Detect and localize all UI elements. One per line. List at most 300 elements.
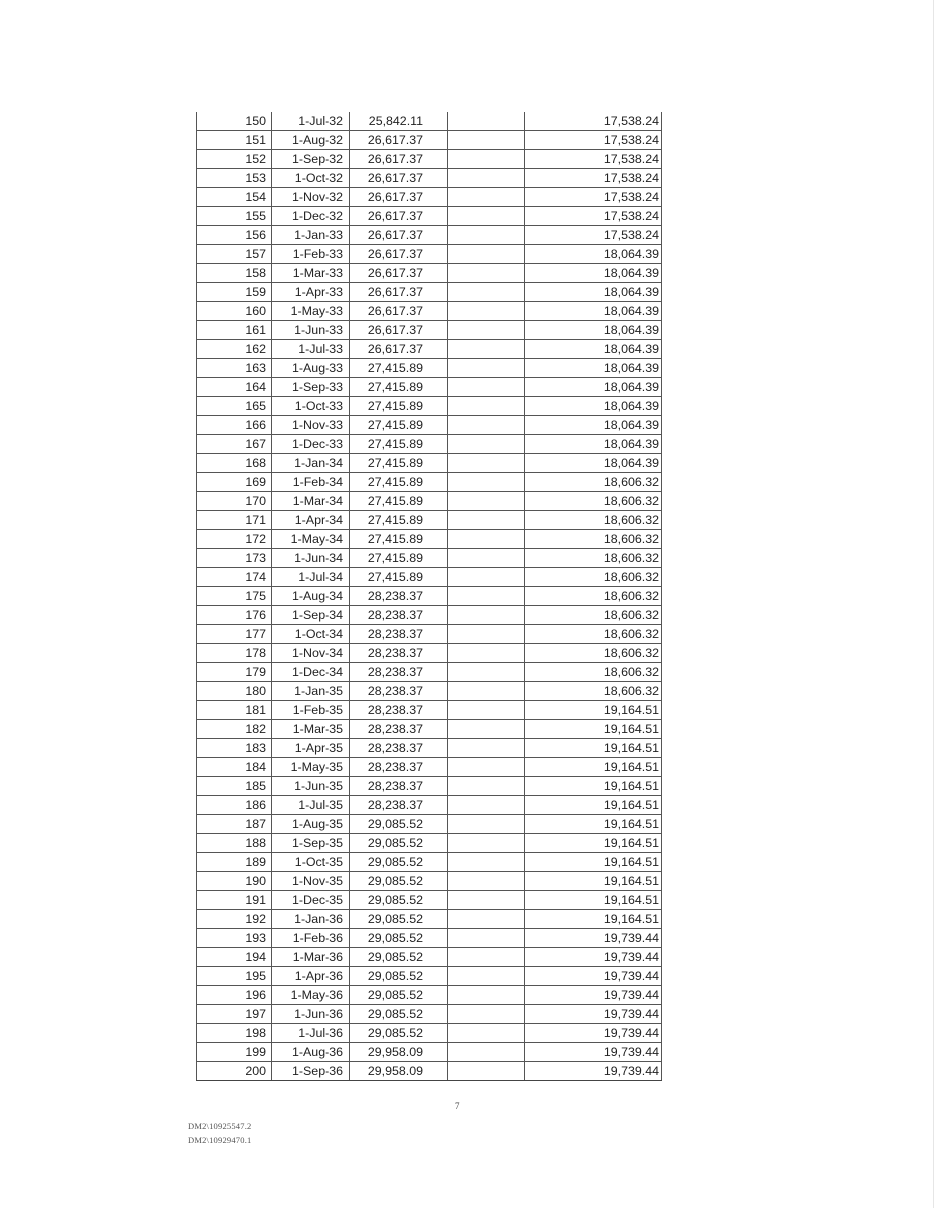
payment-date-cell: 1-Apr-36 bbox=[272, 967, 350, 986]
blank-cell bbox=[448, 150, 525, 169]
blank-cell bbox=[448, 663, 525, 682]
table-row bbox=[197, 701, 662, 720]
table-row bbox=[197, 245, 662, 264]
blank-cell bbox=[448, 321, 525, 340]
table-row bbox=[197, 1062, 662, 1081]
scheduled-amount-cell: 28,238.37 bbox=[350, 625, 448, 644]
payment-date-cell: 1-Jan-36 bbox=[272, 910, 350, 929]
blank-cell bbox=[448, 1024, 525, 1043]
table-row bbox=[197, 606, 662, 625]
payment-date-cell: 1-May-35 bbox=[272, 758, 350, 777]
blank-cell bbox=[448, 606, 525, 625]
table-row bbox=[197, 112, 662, 131]
scheduled-amount-cell: 28,238.37 bbox=[350, 777, 448, 796]
payment-date-cell: 1-Nov-35 bbox=[272, 872, 350, 891]
blank-cell bbox=[448, 720, 525, 739]
payment-amount-cell: 18,064.39 bbox=[525, 283, 662, 302]
payment-amount-cell: 18,606.32 bbox=[525, 473, 662, 492]
payment-number-cell: 181 bbox=[197, 701, 272, 720]
scheduled-amount-cell: 26,617.37 bbox=[350, 169, 448, 188]
scheduled-amount-cell: 28,238.37 bbox=[350, 644, 448, 663]
scheduled-amount-cell: 29,085.52 bbox=[350, 1024, 448, 1043]
payment-number-cell: 186 bbox=[197, 796, 272, 815]
payment-date-cell: 1-Aug-36 bbox=[272, 1043, 350, 1062]
payment-date-cell: 1-Aug-35 bbox=[272, 815, 350, 834]
blank-cell bbox=[448, 929, 525, 948]
table-row bbox=[197, 758, 662, 777]
scheduled-amount-cell: 29,085.52 bbox=[350, 929, 448, 948]
payment-date-cell: 1-Jun-34 bbox=[272, 549, 350, 568]
table-row bbox=[197, 378, 662, 397]
scheduled-amount-cell: 28,238.37 bbox=[350, 701, 448, 720]
blank-cell bbox=[448, 739, 525, 758]
payment-number-cell: 162 bbox=[197, 340, 272, 359]
payment-number-cell: 174 bbox=[197, 568, 272, 587]
scheduled-amount-cell: 28,238.37 bbox=[350, 663, 448, 682]
blank-cell bbox=[448, 435, 525, 454]
page-number: 7 bbox=[455, 1101, 460, 1111]
payment-number-cell: 185 bbox=[197, 777, 272, 796]
table-row bbox=[197, 1005, 662, 1024]
payment-date-cell: 1-Oct-33 bbox=[272, 397, 350, 416]
payment-amount-cell: 19,164.51 bbox=[525, 872, 662, 891]
scheduled-amount-cell: 26,617.37 bbox=[350, 264, 448, 283]
table-row bbox=[197, 644, 662, 663]
blank-cell bbox=[448, 416, 525, 435]
blank-cell bbox=[448, 986, 525, 1005]
payment-date-cell: 1-Dec-35 bbox=[272, 891, 350, 910]
table-row bbox=[197, 948, 662, 967]
scheduled-amount-cell: 29,085.52 bbox=[350, 986, 448, 1005]
scheduled-amount-cell: 29,085.52 bbox=[350, 853, 448, 872]
scheduled-amount-cell: 28,238.37 bbox=[350, 682, 448, 701]
blank-cell bbox=[448, 245, 525, 264]
payment-amount-cell: 18,064.39 bbox=[525, 378, 662, 397]
payment-date-cell: 1-May-33 bbox=[272, 302, 350, 321]
payment-amount-cell: 17,538.24 bbox=[525, 112, 662, 131]
table-row bbox=[197, 625, 662, 644]
payment-number-cell: 168 bbox=[197, 454, 272, 473]
payment-date-cell: 1-Oct-35 bbox=[272, 853, 350, 872]
payment-number-cell: 178 bbox=[197, 644, 272, 663]
table-row bbox=[197, 720, 662, 739]
payment-amount-cell: 18,606.32 bbox=[525, 606, 662, 625]
payment-schedule-body bbox=[197, 112, 662, 1081]
table-row bbox=[197, 283, 662, 302]
payment-number-cell: 198 bbox=[197, 1024, 272, 1043]
scheduled-amount-cell: 29,085.52 bbox=[350, 834, 448, 853]
payment-amount-cell: 19,739.44 bbox=[525, 1024, 662, 1043]
payment-number-cell: 173 bbox=[197, 549, 272, 568]
table-row bbox=[197, 150, 662, 169]
scheduled-amount-cell: 28,238.37 bbox=[350, 758, 448, 777]
payment-number-cell: 188 bbox=[197, 834, 272, 853]
payment-date-cell: 1-Feb-33 bbox=[272, 245, 350, 264]
payment-number-cell: 191 bbox=[197, 891, 272, 910]
table-row bbox=[197, 321, 662, 340]
payment-date-cell: 1-Nov-32 bbox=[272, 188, 350, 207]
payment-amount-cell: 18,606.32 bbox=[525, 682, 662, 701]
scheduled-amount-cell: 29,085.52 bbox=[350, 948, 448, 967]
payment-number-cell: 190 bbox=[197, 872, 272, 891]
blank-cell bbox=[448, 777, 525, 796]
payment-amount-cell: 19,164.51 bbox=[525, 720, 662, 739]
scheduled-amount-cell: 27,415.89 bbox=[350, 473, 448, 492]
payment-number-cell: 196 bbox=[197, 986, 272, 1005]
payment-number-cell: 169 bbox=[197, 473, 272, 492]
blank-cell bbox=[448, 1043, 525, 1062]
payment-number-cell: 155 bbox=[197, 207, 272, 226]
table-row bbox=[197, 663, 662, 682]
payment-number-cell: 192 bbox=[197, 910, 272, 929]
payment-date-cell: 1-Nov-33 bbox=[272, 416, 350, 435]
blank-cell bbox=[448, 397, 525, 416]
payment-amount-cell: 19,739.44 bbox=[525, 986, 662, 1005]
blank-cell bbox=[448, 492, 525, 511]
payment-number-cell: 193 bbox=[197, 929, 272, 948]
payment-number-cell: 197 bbox=[197, 1005, 272, 1024]
payment-amount-cell: 19,164.51 bbox=[525, 758, 662, 777]
payment-date-cell: 1-Jul-36 bbox=[272, 1024, 350, 1043]
scheduled-amount-cell: 26,617.37 bbox=[350, 226, 448, 245]
scheduled-amount-cell: 26,617.37 bbox=[350, 245, 448, 264]
table-row bbox=[197, 967, 662, 986]
payment-number-cell: 179 bbox=[197, 663, 272, 682]
payment-amount-cell: 17,538.24 bbox=[525, 169, 662, 188]
payment-date-cell: 1-May-36 bbox=[272, 986, 350, 1005]
payment-number-cell: 154 bbox=[197, 188, 272, 207]
scheduled-amount-cell: 29,085.52 bbox=[350, 891, 448, 910]
payment-date-cell: 1-Sep-32 bbox=[272, 150, 350, 169]
blank-cell bbox=[448, 207, 525, 226]
payment-number-cell: 151 bbox=[197, 131, 272, 150]
blank-cell bbox=[448, 340, 525, 359]
payment-date-cell: 1-Jan-35 bbox=[272, 682, 350, 701]
blank-cell bbox=[448, 834, 525, 853]
payment-amount-cell: 19,164.51 bbox=[525, 853, 662, 872]
blank-cell bbox=[448, 682, 525, 701]
table-row bbox=[197, 568, 662, 587]
payment-amount-cell: 19,739.44 bbox=[525, 1062, 662, 1081]
table-row bbox=[197, 226, 662, 245]
payment-number-cell: 167 bbox=[197, 435, 272, 454]
payment-amount-cell: 18,606.32 bbox=[525, 549, 662, 568]
payment-amount-cell: 17,538.24 bbox=[525, 188, 662, 207]
table-row bbox=[197, 587, 662, 606]
payment-date-cell: 1-Dec-34 bbox=[272, 663, 350, 682]
payment-date-cell: 1-Mar-33 bbox=[272, 264, 350, 283]
blank-cell bbox=[448, 1062, 525, 1081]
scheduled-amount-cell: 26,617.37 bbox=[350, 321, 448, 340]
payment-date-cell: 1-Feb-34 bbox=[272, 473, 350, 492]
scheduled-amount-cell: 26,617.37 bbox=[350, 150, 448, 169]
blank-cell bbox=[448, 188, 525, 207]
table-row bbox=[197, 511, 662, 530]
table-row bbox=[197, 340, 662, 359]
payment-number-cell: 160 bbox=[197, 302, 272, 321]
table-row bbox=[197, 777, 662, 796]
blank-cell bbox=[448, 112, 525, 131]
scheduled-amount-cell: 26,617.37 bbox=[350, 131, 448, 150]
scheduled-amount-cell: 27,415.89 bbox=[350, 511, 448, 530]
payment-amount-cell: 18,064.39 bbox=[525, 302, 662, 321]
payment-amount-cell: 19,164.51 bbox=[525, 910, 662, 929]
scheduled-amount-cell: 27,415.89 bbox=[350, 530, 448, 549]
table-row bbox=[197, 492, 662, 511]
payment-date-cell: 1-Sep-35 bbox=[272, 834, 350, 853]
payment-amount-cell: 18,064.39 bbox=[525, 454, 662, 473]
payment-date-cell: 1-Jul-35 bbox=[272, 796, 350, 815]
document-reference-2: DM2\10929470.1 bbox=[188, 1135, 252, 1145]
payment-amount-cell: 19,739.44 bbox=[525, 1005, 662, 1024]
payment-date-cell: 1-Jan-33 bbox=[272, 226, 350, 245]
payment-number-cell: 180 bbox=[197, 682, 272, 701]
payment-number-cell: 182 bbox=[197, 720, 272, 739]
blank-cell bbox=[448, 530, 525, 549]
payment-number-cell: 177 bbox=[197, 625, 272, 644]
payment-date-cell: 1-Feb-35 bbox=[272, 701, 350, 720]
blank-cell bbox=[448, 967, 525, 986]
payment-amount-cell: 19,164.51 bbox=[525, 701, 662, 720]
payment-date-cell: 1-Mar-36 bbox=[272, 948, 350, 967]
table-row bbox=[197, 131, 662, 150]
blank-cell bbox=[448, 264, 525, 283]
payment-date-cell: 1-Aug-33 bbox=[272, 359, 350, 378]
scheduled-amount-cell: 27,415.89 bbox=[350, 492, 448, 511]
blank-cell bbox=[448, 625, 525, 644]
payment-date-cell: 1-Apr-34 bbox=[272, 511, 350, 530]
payment-date-cell: 1-Jul-33 bbox=[272, 340, 350, 359]
payment-date-cell: 1-Jan-34 bbox=[272, 454, 350, 473]
blank-cell bbox=[448, 549, 525, 568]
payment-number-cell: 187 bbox=[197, 815, 272, 834]
payment-number-cell: 176 bbox=[197, 606, 272, 625]
payment-amount-cell: 18,606.32 bbox=[525, 511, 662, 530]
blank-cell bbox=[448, 815, 525, 834]
payment-amount-cell: 18,064.39 bbox=[525, 340, 662, 359]
table-row bbox=[197, 397, 662, 416]
table-row bbox=[197, 359, 662, 378]
payment-amount-cell: 19,164.51 bbox=[525, 739, 662, 758]
table-row bbox=[197, 815, 662, 834]
scheduled-amount-cell: 26,617.37 bbox=[350, 283, 448, 302]
payment-date-cell: 1-Dec-32 bbox=[272, 207, 350, 226]
payment-date-cell: 1-Sep-36 bbox=[272, 1062, 350, 1081]
payment-date-cell: 1-Oct-34 bbox=[272, 625, 350, 644]
table-row bbox=[197, 929, 662, 948]
blank-cell bbox=[448, 891, 525, 910]
payment-schedule-table bbox=[196, 112, 662, 1081]
scheduled-amount-cell: 28,238.37 bbox=[350, 796, 448, 815]
scheduled-amount-cell: 29,958.09 bbox=[350, 1062, 448, 1081]
blank-cell bbox=[448, 796, 525, 815]
table-row bbox=[197, 207, 662, 226]
scheduled-amount-cell: 27,415.89 bbox=[350, 549, 448, 568]
scheduled-amount-cell: 27,415.89 bbox=[350, 378, 448, 397]
scheduled-amount-cell: 28,238.37 bbox=[350, 587, 448, 606]
blank-cell bbox=[448, 169, 525, 188]
blank-cell bbox=[448, 378, 525, 397]
table-row bbox=[197, 872, 662, 891]
payment-number-cell: 158 bbox=[197, 264, 272, 283]
payment-number-cell: 164 bbox=[197, 378, 272, 397]
blank-cell bbox=[448, 454, 525, 473]
scheduled-amount-cell: 27,415.89 bbox=[350, 568, 448, 587]
table-row bbox=[197, 739, 662, 758]
payment-date-cell: 1-Apr-33 bbox=[272, 283, 350, 302]
blank-cell bbox=[448, 644, 525, 663]
scheduled-amount-cell: 26,617.37 bbox=[350, 188, 448, 207]
payment-date-cell: 1-Apr-35 bbox=[272, 739, 350, 758]
payment-amount-cell: 19,164.51 bbox=[525, 777, 662, 796]
blank-cell bbox=[448, 359, 525, 378]
document-reference-1: DM2\10925547.2 bbox=[188, 1121, 252, 1131]
payment-amount-cell: 18,064.39 bbox=[525, 359, 662, 378]
payment-date-cell: 1-Aug-32 bbox=[272, 131, 350, 150]
scheduled-amount-cell: 27,415.89 bbox=[350, 397, 448, 416]
table-row bbox=[197, 169, 662, 188]
scheduled-amount-cell: 29,085.52 bbox=[350, 872, 448, 891]
table-row bbox=[197, 853, 662, 872]
payment-date-cell: 1-Jun-33 bbox=[272, 321, 350, 340]
scheduled-amount-cell: 29,958.09 bbox=[350, 1043, 448, 1062]
table-row bbox=[197, 435, 662, 454]
scheduled-amount-cell: 29,085.52 bbox=[350, 815, 448, 834]
payment-amount-cell: 19,164.51 bbox=[525, 796, 662, 815]
payment-amount-cell: 17,538.24 bbox=[525, 131, 662, 150]
payment-date-cell: 1-Mar-34 bbox=[272, 492, 350, 511]
payment-date-cell: 1-May-34 bbox=[272, 530, 350, 549]
payment-amount-cell: 18,064.39 bbox=[525, 416, 662, 435]
blank-cell bbox=[448, 701, 525, 720]
payment-amount-cell: 19,164.51 bbox=[525, 815, 662, 834]
payment-amount-cell: 18,064.39 bbox=[525, 435, 662, 454]
table-row bbox=[197, 986, 662, 1005]
payment-amount-cell: 18,606.32 bbox=[525, 530, 662, 549]
blank-cell bbox=[448, 473, 525, 492]
payment-number-cell: 170 bbox=[197, 492, 272, 511]
blank-cell bbox=[448, 226, 525, 245]
scheduled-amount-cell: 27,415.89 bbox=[350, 435, 448, 454]
payment-number-cell: 157 bbox=[197, 245, 272, 264]
scheduled-amount-cell: 29,085.52 bbox=[350, 967, 448, 986]
table-row bbox=[197, 1043, 662, 1062]
payment-date-cell: 1-Sep-34 bbox=[272, 606, 350, 625]
blank-cell bbox=[448, 587, 525, 606]
payment-amount-cell: 19,739.44 bbox=[525, 1043, 662, 1062]
payment-date-cell: 1-Jul-32 bbox=[272, 112, 350, 131]
payment-amount-cell: 18,064.39 bbox=[525, 321, 662, 340]
payment-amount-cell: 19,739.44 bbox=[525, 929, 662, 948]
table-row bbox=[197, 530, 662, 549]
scheduled-amount-cell: 29,085.52 bbox=[350, 910, 448, 929]
payment-amount-cell: 17,538.24 bbox=[525, 150, 662, 169]
payment-date-cell: 1-Jul-34 bbox=[272, 568, 350, 587]
payment-number-cell: 175 bbox=[197, 587, 272, 606]
payment-number-cell: 184 bbox=[197, 758, 272, 777]
table-row bbox=[197, 834, 662, 853]
payment-number-cell: 171 bbox=[197, 511, 272, 530]
blank-cell bbox=[448, 131, 525, 150]
table-row bbox=[197, 264, 662, 283]
payment-amount-cell: 19,164.51 bbox=[525, 891, 662, 910]
blank-cell bbox=[448, 283, 525, 302]
payment-schedule-table-container bbox=[196, 112, 662, 1081]
payment-number-cell: 156 bbox=[197, 226, 272, 245]
table-row bbox=[197, 682, 662, 701]
payment-date-cell: 1-Jun-35 bbox=[272, 777, 350, 796]
payment-amount-cell: 18,064.39 bbox=[525, 245, 662, 264]
scheduled-amount-cell: 27,415.89 bbox=[350, 416, 448, 435]
payment-amount-cell: 17,538.24 bbox=[525, 226, 662, 245]
scheduled-amount-cell: 28,238.37 bbox=[350, 739, 448, 758]
blank-cell bbox=[448, 872, 525, 891]
scheduled-amount-cell: 28,238.37 bbox=[350, 606, 448, 625]
table-row bbox=[197, 302, 662, 321]
scheduled-amount-cell: 27,415.89 bbox=[350, 454, 448, 473]
payment-number-cell: 152 bbox=[197, 150, 272, 169]
payment-number-cell: 163 bbox=[197, 359, 272, 378]
payment-amount-cell: 19,739.44 bbox=[525, 948, 662, 967]
payment-amount-cell: 18,606.32 bbox=[525, 625, 662, 644]
payment-date-cell: 1-Jun-36 bbox=[272, 1005, 350, 1024]
payment-number-cell: 199 bbox=[197, 1043, 272, 1062]
blank-cell bbox=[448, 1005, 525, 1024]
payment-number-cell: 183 bbox=[197, 739, 272, 758]
blank-cell bbox=[448, 948, 525, 967]
blank-cell bbox=[448, 568, 525, 587]
payment-number-cell: 159 bbox=[197, 283, 272, 302]
payment-number-cell: 161 bbox=[197, 321, 272, 340]
table-row bbox=[197, 549, 662, 568]
scheduled-amount-cell: 26,617.37 bbox=[350, 302, 448, 321]
table-row bbox=[197, 416, 662, 435]
payment-number-cell: 150 bbox=[197, 112, 272, 131]
payment-amount-cell: 18,606.32 bbox=[525, 568, 662, 587]
payment-amount-cell: 18,064.39 bbox=[525, 264, 662, 283]
scheduled-amount-cell: 26,617.37 bbox=[350, 340, 448, 359]
payment-number-cell: 166 bbox=[197, 416, 272, 435]
scheduled-amount-cell: 27,415.89 bbox=[350, 359, 448, 378]
payment-number-cell: 153 bbox=[197, 169, 272, 188]
payment-number-cell: 189 bbox=[197, 853, 272, 872]
payment-date-cell: 1-Sep-33 bbox=[272, 378, 350, 397]
table-row bbox=[197, 891, 662, 910]
payment-amount-cell: 18,606.32 bbox=[525, 663, 662, 682]
table-row bbox=[197, 473, 662, 492]
payment-date-cell: 1-Feb-36 bbox=[272, 929, 350, 948]
blank-cell bbox=[448, 910, 525, 929]
payment-date-cell: 1-Oct-32 bbox=[272, 169, 350, 188]
payment-date-cell: 1-Dec-33 bbox=[272, 435, 350, 454]
payment-date-cell: 1-Mar-35 bbox=[272, 720, 350, 739]
payment-number-cell: 195 bbox=[197, 967, 272, 986]
scheduled-amount-cell: 29,085.52 bbox=[350, 1005, 448, 1024]
blank-cell bbox=[448, 853, 525, 872]
payment-number-cell: 165 bbox=[197, 397, 272, 416]
payment-date-cell: 1-Nov-34 bbox=[272, 644, 350, 663]
table-row bbox=[197, 796, 662, 815]
blank-cell bbox=[448, 302, 525, 321]
payment-amount-cell: 19,164.51 bbox=[525, 834, 662, 853]
table-row bbox=[197, 188, 662, 207]
blank-cell bbox=[448, 758, 525, 777]
scheduled-amount-cell: 26,617.37 bbox=[350, 207, 448, 226]
table-row bbox=[197, 454, 662, 473]
payment-amount-cell: 18,064.39 bbox=[525, 397, 662, 416]
payment-number-cell: 194 bbox=[197, 948, 272, 967]
payment-date-cell: 1-Aug-34 bbox=[272, 587, 350, 606]
